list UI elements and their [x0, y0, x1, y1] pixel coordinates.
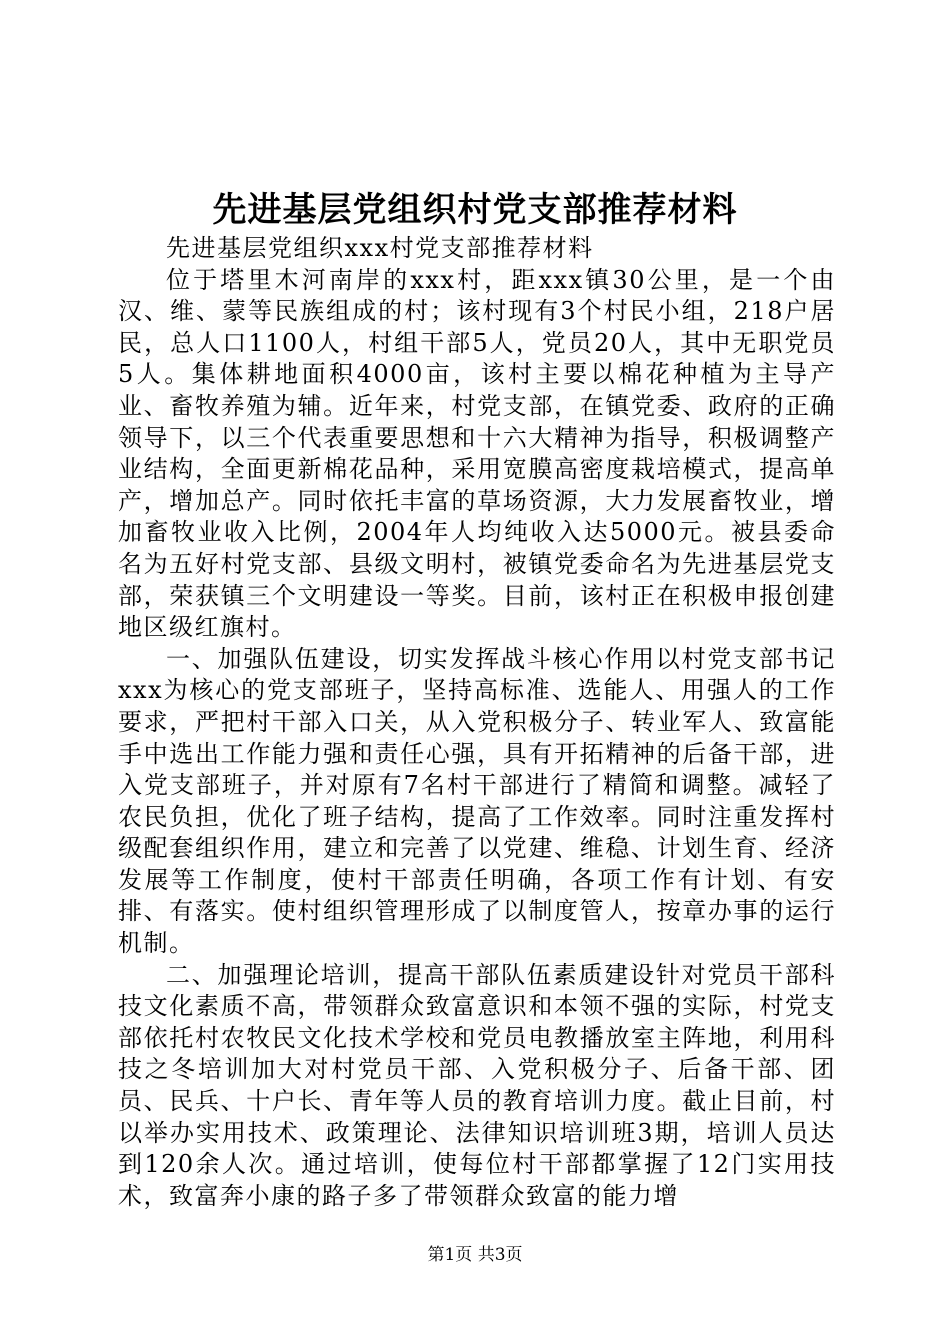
paragraph-section-1: 一、加强队伍建设，切实发挥战斗核心作用以村党支部书记xxx为核心的党支部班子，坚持高标准、选能人、用强人的工作要求，严把村干部入口关，从入党积极分子、转业军人、致富能手中选出工作能力强和责任心强，具有开拓精神的后备干部，进入党支部班子，并对原有7名村干部进行了精简和调整。减轻了农民负担，优化了班子结构，提高了工作效率。同时注重发挥村级配套组织作用，建立和完善了以党建、维稳、计划生育、经济发展等工作制度，使村干部责任明确，各项工作有计划、有安排、有落实。使村组织管理形成了以制度管人，按章办事的运行机制。 — [118, 644, 836, 958]
paragraph-subtitle: 先进基层党组织xxx村党支部推荐材料 — [166, 234, 594, 262]
document-body — [118, 233, 836, 1212]
paragraph-intro: 位于塔里木河南岸的xxx村，距xxx镇30公里，是一个由汉、维、蒙等民族组成的村；该村现有3个村民小组，218户居民，总人口1100人，村组干部5人，党员20人，其中无职党员5人。集体耕地面积4000亩，该村主要以棉花种植为主导产业、畜牧养殖为辅。近年来，村党支部，在镇党委、政府的正确领导下，以三个代表重要思想和十六大精神为指导，积极调整产业结构，全面更新棉花品种，采用宽膜高密度栽培模式，提高单产，增加总产。同时依托丰富的草场资源，大力发展畜牧业，增加畜牧业收入比例，2004年人均纯收入达5000元。被县委命名为五好村党支部、县级文明村，被镇党委命名为先进基层党支部，荣获镇三个文明建设一等奖。目前，该村正在积极申报创建地区级红旗村。 — [118, 265, 836, 642]
document-title: 先进基层党组织村党支部推荐材料 — [212, 190, 738, 230]
paragraph-section-2: 二、加强理论培训，提高干部队伍素质建设针对党员干部科技文化素质不高，带领群众致富意识和本领不强的实际，村党支部依托村农牧民文化技术学校和党员电教播放室主阵地，利用科技之冬培训加大对村党员干部、入党积极分子、后备干部、团员、民兵、十户长、青年等人员的教育培训力度。截止目前，村以举办实用技术、政策理论、法律知识培训班3期，培训人员达到120余人次。通过培训，使每位村干部都掌握了12门实用技术，致富奔小康的路子多了带领群众致富的能力增 — [118, 960, 836, 1210]
page-footer: 第1页 共3页 — [427, 1245, 523, 1265]
